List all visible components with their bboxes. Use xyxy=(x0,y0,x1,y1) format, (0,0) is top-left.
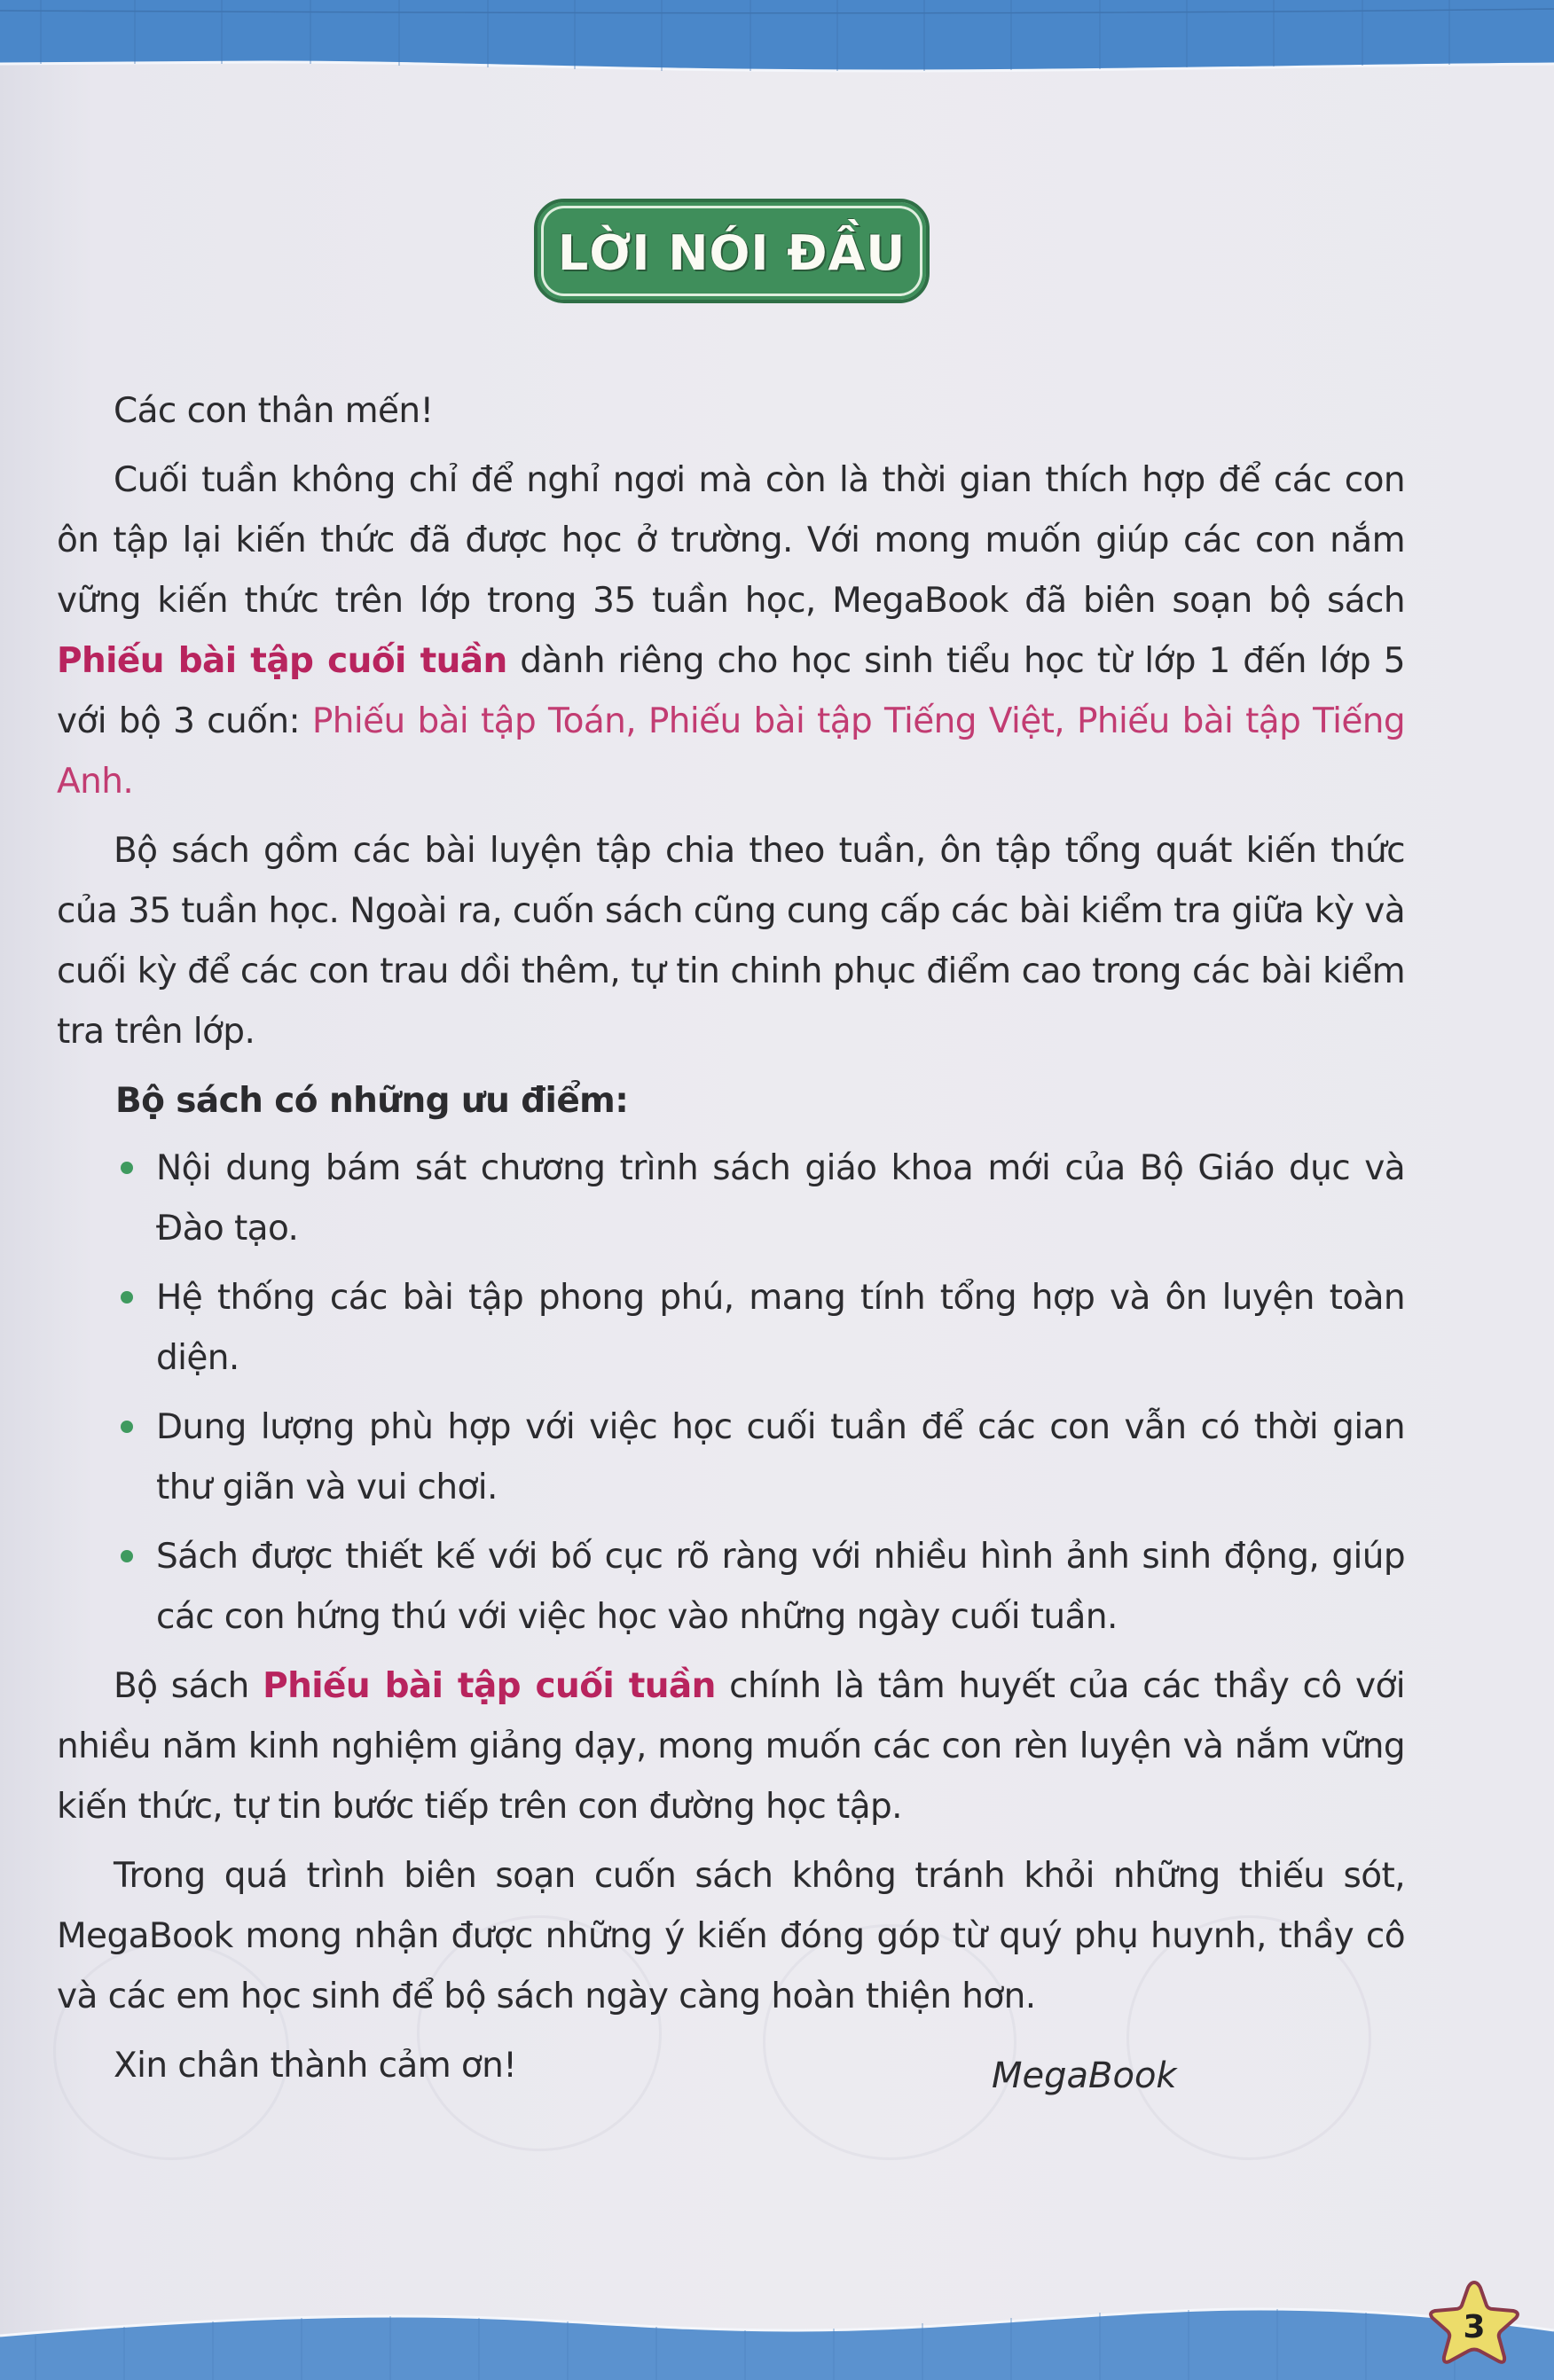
dedication-text: Bộ sách xyxy=(114,1666,263,1706)
overview-paragraph: Bộ sách gồm các bài luyện tập chia theo tuần, ôn tập tổng quát kiến thức của 35 tuần học. Ngoài ra, cuốn sách cũng cung cấp các bài kiểm tra giữa kỳ và cuối kỳ để các con trau dồi thêm, tự tin chinh phục điểm cao trong các bài kiểm tra trên lớp. xyxy=(57,831,1405,1052)
intro-paragraph xyxy=(57,450,1405,812)
intro-text-continued: dành riêng cho học sinh tiểu học từ lớp 1 đến lớp 5 với bộ 3 cuốn: xyxy=(57,641,1405,741)
dedication-text-continued: chính là tâm huyết của các thầy cô với nhiều năm kinh nghiệm giảng dạy, mong muốn các con rèn luyện và nắm vững kiến thức, tự tin bước tiếp trên con đường học tập. xyxy=(57,1666,1405,1827)
series-name-highlight: Phiếu bài tập cuối tuần xyxy=(263,1666,716,1706)
advantage-text: Nội dung bám sát chương trình sách giáo khoa mới của Bộ Giáo dục và Đào tạo. xyxy=(156,1148,1405,1249)
closing-line: Xin chân thành cảm ơn! xyxy=(114,2046,517,2086)
page-title: LỜI NÓI ĐẦU xyxy=(557,224,906,281)
dedication-paragraph xyxy=(57,1656,1405,1837)
signature: MegaBook xyxy=(992,2055,1177,2096)
bottom-decorative-band xyxy=(0,2306,1554,2380)
advantage-text: Hệ thống các bài tập phong phú, mang tính tổng hợp và ôn luyện toàn diện. xyxy=(156,1278,1405,1378)
bullet-dot-icon xyxy=(121,1291,133,1304)
advantage-text: Dung lượng phù hợp với việc học cuối tuần để các con vẫn có thời gian thư giãn và vui chơi. xyxy=(156,1407,1405,1507)
greeting: Các con thân mến! xyxy=(114,391,434,431)
page-number: 3 xyxy=(1463,2308,1486,2345)
book-titles: Phiếu bài tập Toán, Phiếu bài tập Tiếng Việt, Phiếu bài tập Tiếng Anh xyxy=(57,701,1405,802)
page-title-badge xyxy=(534,199,930,303)
list-item xyxy=(156,1139,1405,1259)
list-item xyxy=(156,1268,1405,1389)
bullet-dot-icon xyxy=(121,1550,133,1562)
series-name-highlight: Phiếu bài tập cuối tuần xyxy=(57,641,507,681)
list-item xyxy=(156,1397,1405,1518)
bullet-dot-icon xyxy=(121,1162,133,1174)
bullet-dot-icon xyxy=(121,1421,133,1433)
advantage-text: Sách được thiết kế với bố cục rõ ràng với nhiều hình ảnh sinh động, giúp các con hứng thú với việc học vào những ngày cuối tuần. xyxy=(156,1537,1405,1637)
list-item xyxy=(156,1527,1405,1648)
letter-body xyxy=(57,381,1405,2096)
intro-text: Cuối tuần không chỉ để nghỉ ngơi mà còn là thời gian thích hợp để các con ôn tập lại kiến thức đã được học ở trường. Với mong muốn giúp các con nắm vững kiến thức trên lớp trong 35 tuần học, MegaBook đã biên soạn bộ sách xyxy=(57,460,1405,621)
top-decorative-band xyxy=(0,0,1554,80)
intro-end: . xyxy=(122,762,134,802)
feedback-paragraph: Trong quá trình biên soạn cuốn sách không tránh khỏi những thiếu sót, MegaBook mong nhận được những ý kiến đóng góp từ quý phụ huynh, thầy cô và các em học sinh để bộ sách ngày càng hoàn thiện hơn. xyxy=(57,1856,1405,2016)
advantages-heading: Bộ sách có những ưu điểm: xyxy=(115,1081,629,1121)
advantages-list xyxy=(57,1139,1405,1648)
